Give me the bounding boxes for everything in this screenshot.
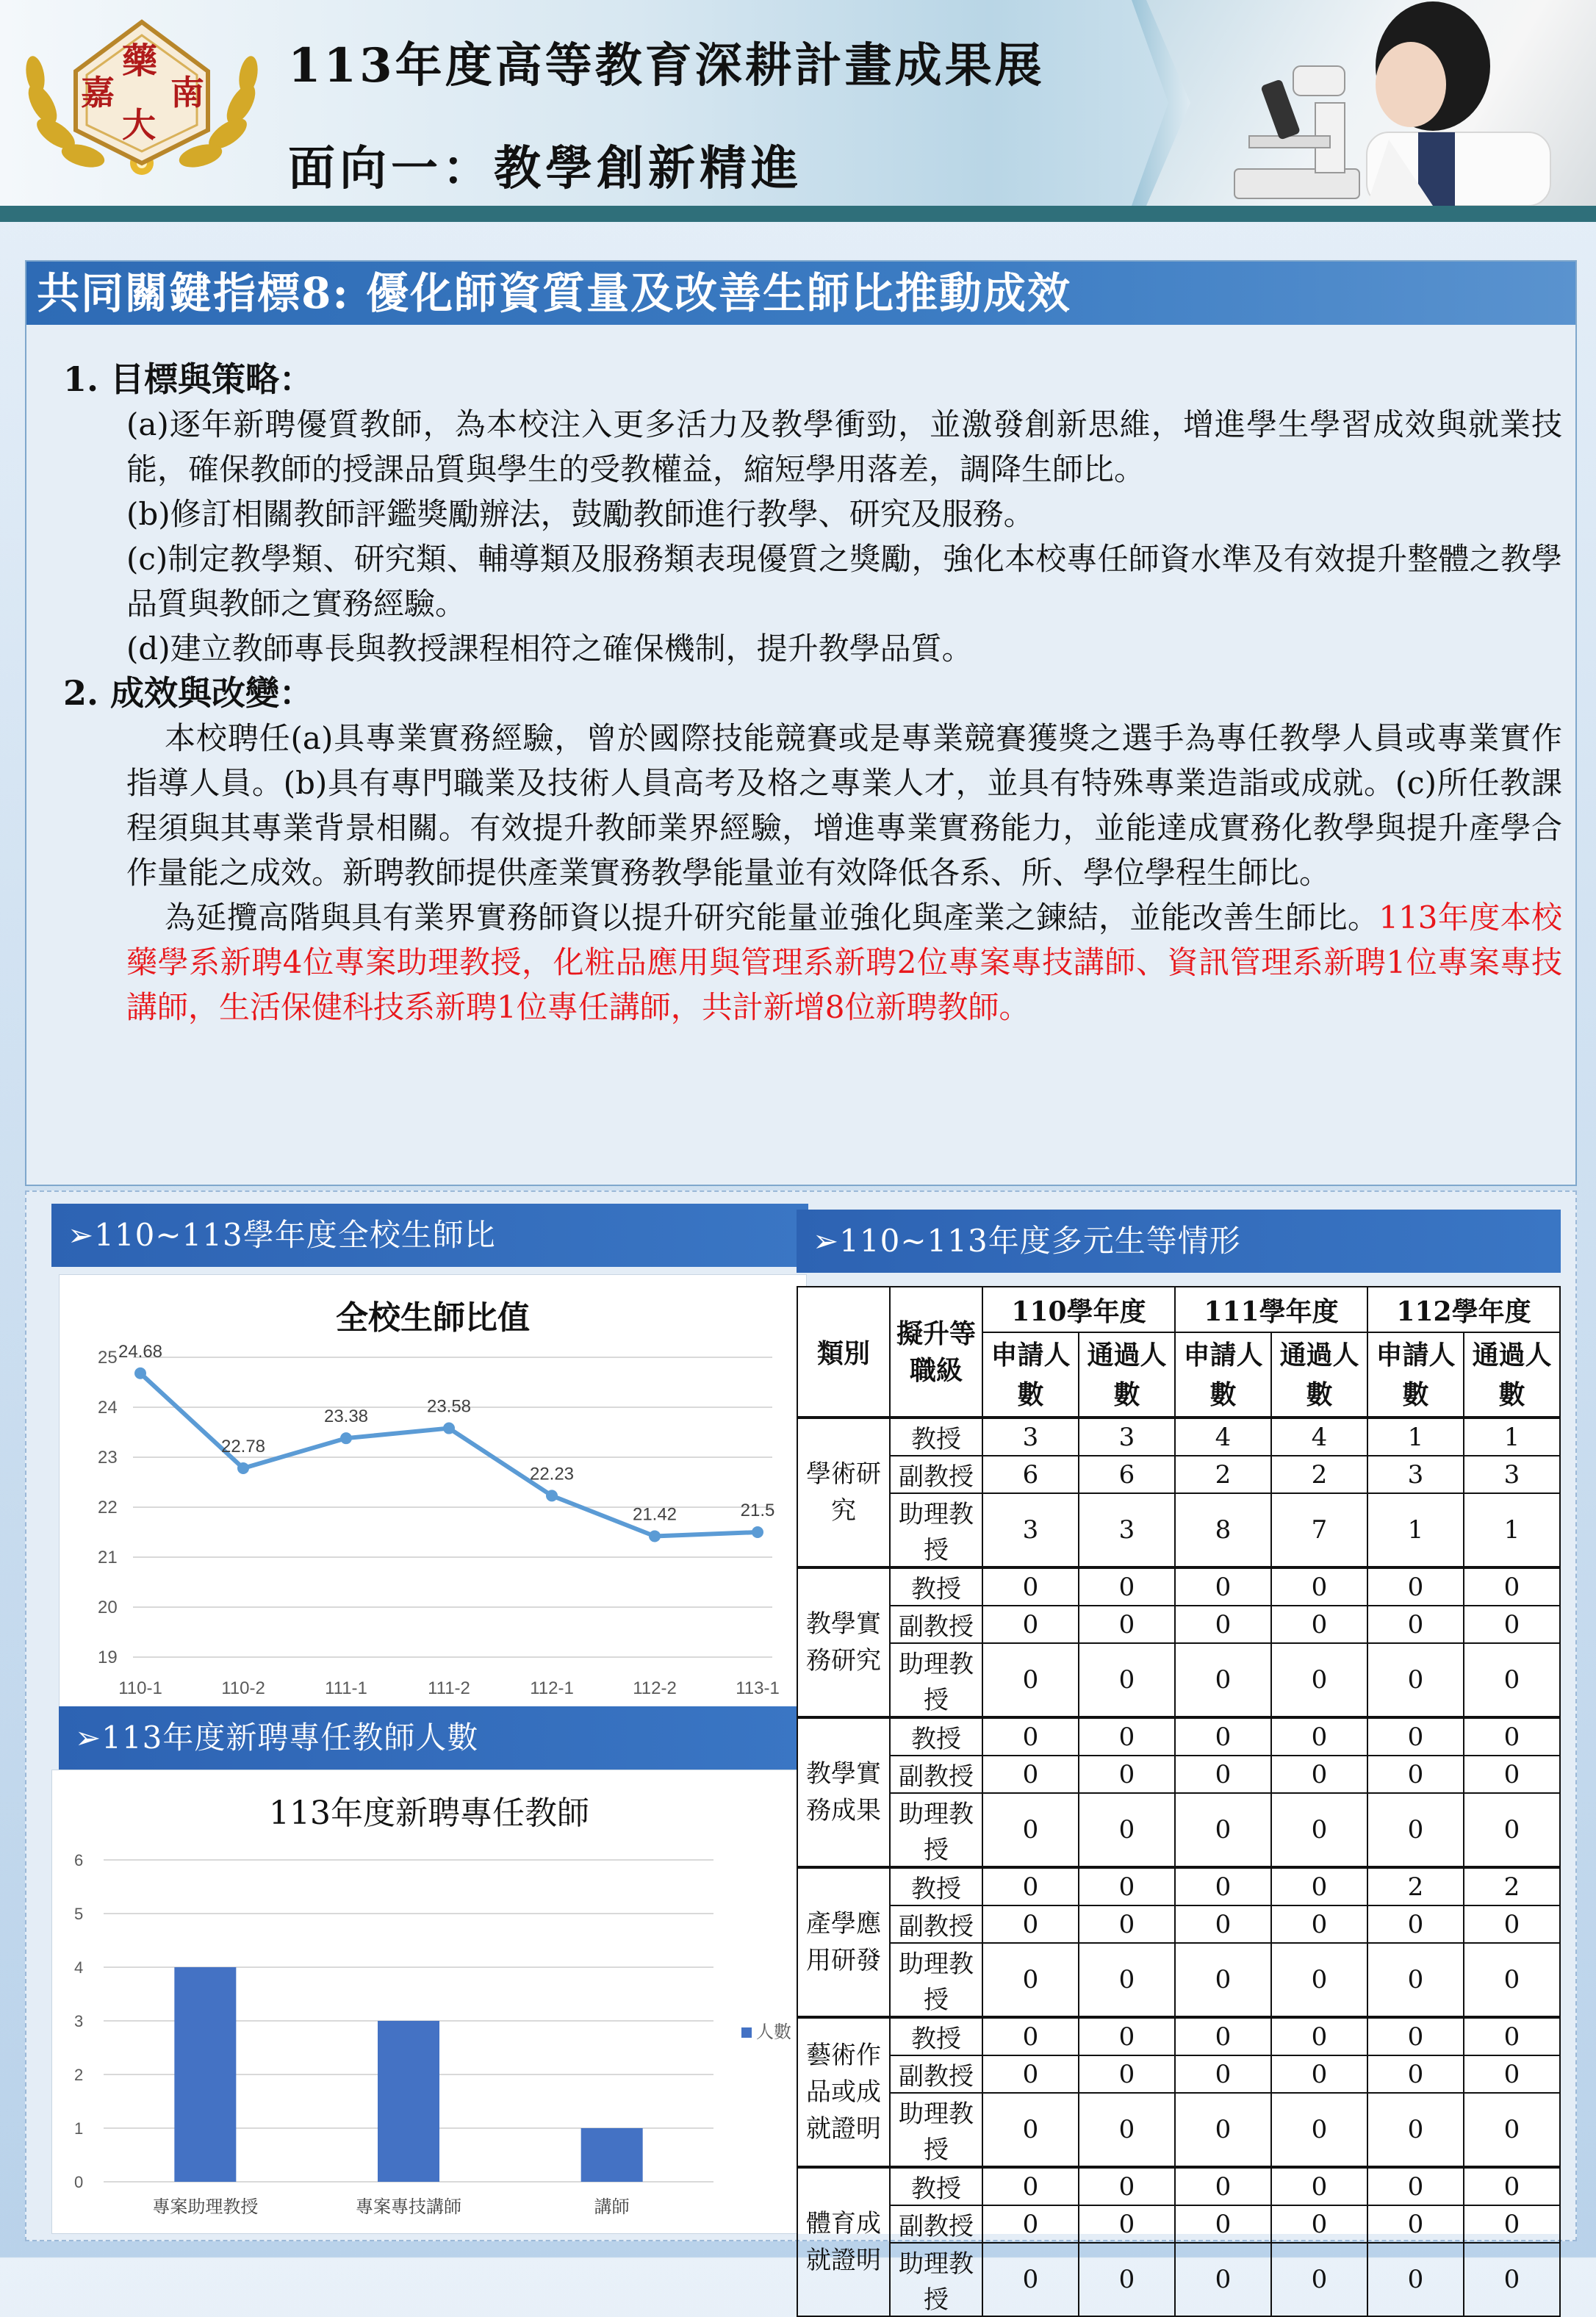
ratio-chart — [59, 1274, 807, 1712]
table-row — [797, 2243, 1560, 2316]
col-header-category: 類別 — [797, 1287, 890, 1418]
value-cell: 0 — [1464, 1756, 1560, 1793]
table-row — [797, 1606, 1560, 1643]
value-cell: 0 — [1079, 1717, 1175, 1756]
value-cell: 4 — [1175, 1418, 1271, 1456]
value-cell: 0 — [1464, 2017, 1560, 2055]
value-cell: 0 — [1367, 2055, 1464, 2093]
value-cell: 0 — [1367, 1793, 1464, 1867]
value-cell: 0 — [982, 1567, 1079, 1606]
value-cell: 0 — [1175, 1905, 1271, 1943]
value-cell: 0 — [1175, 1643, 1271, 1717]
category-cell: 學術研究 — [797, 1418, 890, 1567]
value-cell: 0 — [1367, 1905, 1464, 1943]
x-tick-label: 111-1 — [325, 1678, 367, 1698]
rank-cell: 副教授 — [890, 2205, 982, 2243]
value-cell: 0 — [1464, 1717, 1560, 1756]
col-header-pass-count: 通過人數 — [1464, 1332, 1560, 1418]
indicator-panel — [25, 260, 1577, 1186]
value-cell: 8 — [1175, 1493, 1271, 1567]
value-cell: 0 — [1367, 1606, 1464, 1643]
value-cell: 0 — [1464, 2243, 1560, 2316]
indicator-body — [63, 357, 1562, 1030]
data-point — [134, 1368, 146, 1379]
value-cell: 0 — [1175, 1717, 1271, 1756]
rank-cell: 教授 — [890, 1717, 982, 1756]
value-cell: 0 — [1367, 2093, 1464, 2167]
data-point — [340, 1432, 352, 1444]
y-tick-label: 0 — [74, 2173, 84, 2191]
value-cell: 0 — [1175, 1867, 1271, 1905]
value-cell: 0 — [1079, 1606, 1175, 1643]
new-hire-chart — [51, 1770, 807, 2234]
x-tick-label: 112-1 — [530, 1678, 574, 1698]
category-cell: 體育成就證明 — [797, 2167, 890, 2316]
value-cell: 0 — [1271, 2167, 1367, 2205]
table-row — [797, 1793, 1560, 1867]
data-label: 22.78 — [220, 1436, 266, 1456]
value-cell: 6 — [982, 1456, 1079, 1493]
new-hire-bar-chart-svg — [52, 1770, 808, 2235]
value-cell: 0 — [1367, 2167, 1464, 2205]
value-cell: 1 — [1367, 1418, 1464, 1456]
value-cell: 0 — [1271, 1643, 1367, 1717]
value-cell: 0 — [1079, 2055, 1175, 2093]
value-cell: 0 — [1175, 1943, 1271, 2017]
value-cell: 0 — [1271, 1567, 1367, 1606]
page-header — [0, 0, 1596, 220]
ratio-section-title: ➢110~113學年度全校生師比 — [51, 1204, 808, 1267]
value-cell: 0 — [1464, 2055, 1560, 2093]
y-tick-label: 1 — [74, 2119, 84, 2138]
table-row — [797, 1905, 1560, 1943]
rank-cell: 教授 — [890, 2017, 982, 2055]
value-cell: 0 — [1464, 1905, 1560, 1943]
table-row — [797, 1493, 1560, 1567]
rank-cell: 副教授 — [890, 1606, 982, 1643]
value-cell: 0 — [1464, 1943, 1560, 2017]
value-cell: 0 — [1464, 1793, 1560, 1867]
bar — [174, 1967, 236, 2182]
table-row — [797, 1418, 1560, 1456]
table-row — [797, 2017, 1560, 2055]
rank-cell: 教授 — [890, 1567, 982, 1606]
col-header-apply-count: 申請人數 — [1367, 1332, 1464, 1418]
table-row — [797, 1756, 1560, 1793]
emblem-char-bottom: 大 — [122, 105, 156, 145]
rank-cell: 教授 — [890, 1418, 982, 1456]
value-cell: 0 — [1079, 2167, 1175, 2205]
y-tick-label: 6 — [74, 1851, 84, 1869]
value-cell: 2 — [1367, 1867, 1464, 1905]
rank-cell: 助理教授 — [890, 1943, 982, 2017]
value-cell: 0 — [982, 1943, 1079, 2017]
value-cell: 0 — [982, 1905, 1079, 1943]
value-cell: 3 — [982, 1418, 1079, 1456]
rank-cell: 副教授 — [890, 1905, 982, 1943]
value-cell: 0 — [1271, 1867, 1367, 1905]
scientist-icon — [1323, 0, 1572, 206]
value-cell: 0 — [1464, 2167, 1560, 2205]
value-cell: 2 — [1464, 1867, 1560, 1905]
data-point — [649, 1530, 661, 1542]
value-cell: 0 — [1175, 2167, 1271, 2205]
table-row — [797, 1567, 1560, 1606]
col-header-pass-count: 通過人數 — [1271, 1332, 1367, 1418]
value-cell: 0 — [1079, 2017, 1175, 2055]
value-cell: 0 — [1464, 1606, 1560, 1643]
bar — [378, 2021, 439, 2182]
y-tick-label: 3 — [74, 2012, 84, 2030]
x-tick-label: 110-1 — [118, 1678, 162, 1698]
col-header-pass-count: 通過人數 — [1079, 1332, 1175, 1418]
category-cell: 產學應用研發 — [797, 1867, 890, 2017]
value-cell: 3 — [1079, 1493, 1175, 1567]
value-cell: 1 — [1464, 1493, 1560, 1567]
data-label: 23.38 — [323, 1407, 369, 1427]
value-cell: 0 — [1175, 1793, 1271, 1867]
value-cell: 0 — [1271, 1717, 1367, 1756]
value-cell: 0 — [1367, 1567, 1464, 1606]
table-row — [797, 2167, 1560, 2205]
y-tick-label: 22 — [98, 1498, 118, 1517]
value-cell: 0 — [1464, 1643, 1560, 1717]
value-cell: 0 — [1175, 2205, 1271, 2243]
value-cell: 3 — [1367, 1456, 1464, 1493]
value-cell: 1 — [1367, 1493, 1464, 1567]
y-tick-label: 20 — [98, 1598, 118, 1617]
value-cell: 0 — [1367, 1756, 1464, 1793]
value-cell: 0 — [1079, 2093, 1175, 2167]
value-cell: 0 — [1175, 1567, 1271, 1606]
x-tick-label: 113-1 — [736, 1678, 780, 1698]
table-row — [797, 1867, 1560, 1905]
value-cell: 7 — [1271, 1493, 1367, 1567]
promotion-section-title: ➢110~113年度多元生等情形 — [797, 1210, 1561, 1273]
value-cell: 0 — [1271, 2093, 1367, 2167]
value-cell: 0 — [1079, 1905, 1175, 1943]
col-header-year-111: 111學年度 — [1175, 1287, 1367, 1332]
legend-label: 人數 — [756, 2022, 791, 2042]
results-paragraph-2-highlight: 113年度本校藥學系新聘4位專案助理教授，化粧品應用與管理系新聘2位專案專技講師、資訊管理系新聘1位專案專技講師，生活保健科技系新聘1位專任講師，共計新增8位新聘教師。 — [126, 899, 1562, 1025]
value-cell: 3 — [1464, 1456, 1560, 1493]
x-tick-label: 112-2 — [633, 1678, 677, 1698]
value-cell: 0 — [1367, 2205, 1464, 2243]
rank-cell: 助理教授 — [890, 2243, 982, 2316]
table-row — [797, 1456, 1560, 1493]
value-cell: 0 — [1271, 1606, 1367, 1643]
x-tick-label: 專案專技講師 — [356, 2196, 461, 2217]
col-header-year-112: 112學年度 — [1367, 1287, 1560, 1332]
value-cell: 0 — [1464, 1567, 1560, 1606]
rank-cell: 助理教授 — [890, 1493, 982, 1567]
emblem-char-right: 南 — [170, 73, 204, 112]
rank-cell: 教授 — [890, 2167, 982, 2205]
page-title: 113年度高等教育深耕計畫成果展 — [288, 38, 1045, 93]
y-tick-label: 25 — [98, 1348, 118, 1368]
table-row — [797, 2055, 1560, 2093]
value-cell: 0 — [982, 1867, 1079, 1905]
promotion-table-wrapper — [797, 1286, 1561, 2315]
value-cell: 4 — [1271, 1418, 1367, 1456]
value-cell: 0 — [1271, 1756, 1367, 1793]
results-paragraph-2 — [63, 895, 1562, 1030]
page-subtitle: 面向一：教學創新精進 — [288, 141, 802, 196]
rank-cell: 副教授 — [890, 1756, 982, 1793]
y-tick-label: 4 — [74, 1958, 84, 1977]
value-cell: 0 — [1079, 1793, 1175, 1867]
emblem-char-top: 藥 — [122, 40, 158, 82]
data-point — [546, 1490, 558, 1501]
y-tick-label: 24 — [98, 1398, 118, 1418]
data-label: 21.42 — [632, 1504, 677, 1525]
value-cell: 0 — [1079, 1567, 1175, 1606]
value-cell: 0 — [982, 2205, 1079, 2243]
value-cell: 0 — [1175, 1606, 1271, 1643]
ratio-chart-title: 全校生師比值 — [336, 1299, 530, 1337]
col-header-apply-count: 申請人數 — [1175, 1332, 1271, 1418]
new-hire-chart-title: 113年度新聘專任教師 — [269, 1795, 589, 1832]
rank-cell: 助理教授 — [890, 1643, 982, 1717]
table-row — [797, 1943, 1560, 2017]
rank-cell: 助理教授 — [890, 1793, 982, 1867]
value-cell: 0 — [1079, 2205, 1175, 2243]
col-header-year-110: 110學年度 — [982, 1287, 1175, 1332]
y-tick-label: 2 — [74, 2066, 84, 2084]
data-label: 22.23 — [529, 1464, 575, 1484]
value-cell: 1 — [1464, 1418, 1560, 1456]
col-header-apply-count: 申請人數 — [982, 1332, 1079, 1418]
header-stripe — [0, 206, 1596, 222]
rank-cell: 助理教授 — [890, 2093, 982, 2167]
value-cell: 0 — [982, 1643, 1079, 1717]
value-cell: 0 — [1079, 1867, 1175, 1905]
promotion-table — [797, 1286, 1561, 2317]
results-paragraph-1: 本校聘任(a)具專業實務經驗，曾於國際技能競賽或是專業競賽獲獎之選手為專任教學人員或專業實作指導人員。(b)具有專門職業及技術人員高考及格之專業人才，並具有特殊專業造詣或成就。(c)所任教課程須與其專業背景相關。有效提升教師業界經驗，增進專業實務能力，並能達成實務化教學與提升產學合作量能之成效。新聘教師提供產業實務教學能量並有效降低各系、所、學位學程生師比。 — [126, 720, 1562, 891]
value-cell: 0 — [982, 2167, 1079, 2205]
value-cell: 2 — [1271, 1456, 1367, 1493]
value-cell: 0 — [1175, 2243, 1271, 2316]
table-row — [797, 1717, 1560, 1756]
bar — [581, 2128, 643, 2182]
rank-cell: 教授 — [890, 1867, 982, 1905]
value-cell: 0 — [1271, 1943, 1367, 2017]
value-cell: 0 — [1367, 1943, 1464, 2017]
value-cell: 0 — [1271, 2017, 1367, 2055]
value-cell: 0 — [982, 2093, 1079, 2167]
category-cell: 教學實務成果 — [797, 1717, 890, 1867]
value-cell: 2 — [1175, 1456, 1271, 1493]
value-cell: 3 — [1079, 1418, 1175, 1456]
section-heading-goals: 1. 目標與策略： — [63, 359, 314, 399]
data-point — [752, 1526, 763, 1538]
y-tick-label: 23 — [98, 1448, 118, 1468]
value-cell: 0 — [1271, 1905, 1367, 1943]
value-cell: 0 — [982, 1717, 1079, 1756]
value-cell: 0 — [982, 2055, 1079, 2093]
table-row — [797, 1643, 1560, 1717]
value-cell: 0 — [1079, 1643, 1175, 1717]
value-cell: 0 — [1175, 2017, 1271, 2055]
y-tick-label: 19 — [98, 1648, 118, 1667]
goal-item-a: (a)逐年新聘優質教師，為本校注入更多活力及教學衝勁，並激發創新思維，增進學生學習成效與就業技能，確保教師的授課品質與學生的受教權益，縮短學用落差，調降生師比。 — [126, 406, 1562, 487]
value-cell: 0 — [982, 1606, 1079, 1643]
section-heading-results: 2. 成效與改變： — [63, 673, 314, 713]
indicator-title: 共同關鍵指標8: 優化師資質量及改善生師比推動成效 — [26, 262, 1575, 325]
value-cell: 0 — [1175, 1756, 1271, 1793]
value-cell: 0 — [1464, 2093, 1560, 2167]
goal-item-c: (c)制定教學類、研究類、輔導類及服務類表現優質之獎勵，強化本校專任師資水準及有效提升整體之教學品質與教師之實務經驗。 — [126, 541, 1562, 622]
data-point — [237, 1462, 249, 1474]
y-tick-label: 5 — [74, 1905, 84, 1923]
data-point — [443, 1423, 455, 1434]
value-cell: 0 — [1367, 1717, 1464, 1756]
value-cell: 0 — [1367, 1643, 1464, 1717]
value-cell: 0 — [1079, 1943, 1175, 2017]
rank-cell: 副教授 — [890, 1456, 982, 1493]
col-header-rank: 擬升等職級 — [890, 1287, 982, 1418]
value-cell: 0 — [1079, 1756, 1175, 1793]
rank-cell: 副教授 — [890, 2055, 982, 2093]
table-row — [797, 2093, 1560, 2167]
x-tick-label: 講師 — [594, 2196, 630, 2217]
ratio-line-chart-svg — [60, 1275, 808, 1713]
data-label: 21.5 — [740, 1501, 775, 1520]
x-tick-label: 111-2 — [428, 1678, 470, 1698]
value-cell: 6 — [1079, 1456, 1175, 1493]
value-cell: 3 — [982, 1493, 1079, 1567]
value-cell: 0 — [1271, 2205, 1367, 2243]
data-label: 24.68 — [118, 1341, 163, 1362]
value-cell: 0 — [1271, 2243, 1367, 2316]
value-cell: 0 — [982, 1793, 1079, 1867]
goal-item-b: (b)修訂相關教師評鑑獎勵辦法，鼓勵教師進行教學、研究及服務。 — [126, 496, 1035, 532]
table-row — [797, 2205, 1560, 2243]
value-cell: 0 — [1367, 2017, 1464, 2055]
value-cell: 0 — [1079, 2243, 1175, 2316]
data-label: 23.58 — [426, 1396, 472, 1417]
value-cell: 0 — [1175, 2055, 1271, 2093]
value-cell: 0 — [982, 2017, 1079, 2055]
x-tick-label: 110-2 — [221, 1678, 265, 1698]
value-cell: 0 — [1175, 2093, 1271, 2167]
category-cell: 教學實務研究 — [797, 1567, 890, 1717]
category-cell: 藝術作品或成就證明 — [797, 2017, 890, 2167]
legend-swatch — [741, 2027, 752, 2038]
x-tick-label: 專案助理教授 — [152, 2196, 259, 2217]
value-cell: 0 — [1271, 2055, 1367, 2093]
value-cell: 0 — [1464, 2205, 1560, 2243]
value-cell: 0 — [982, 2243, 1079, 2316]
goal-item-d: (d)建立教師專長與教授課程相符之確保機制，提升教學品質。 — [126, 631, 973, 667]
emblem-char-left: 嘉 — [81, 73, 115, 112]
results-paragraph-2-text: 為延攬高階與具有業界實務師資以提升研究能量並強化與產業之鍊結，並能改善生師比。 — [165, 899, 1379, 935]
y-tick-label: 21 — [98, 1548, 118, 1567]
charts-panel — [25, 1190, 1577, 2315]
value-cell: 0 — [1367, 2243, 1464, 2316]
value-cell: 0 — [1271, 1793, 1367, 1867]
new-hire-section-title: ➢113年度新聘專任教師人數 — [59, 1706, 807, 1770]
value-cell: 0 — [982, 1756, 1079, 1793]
